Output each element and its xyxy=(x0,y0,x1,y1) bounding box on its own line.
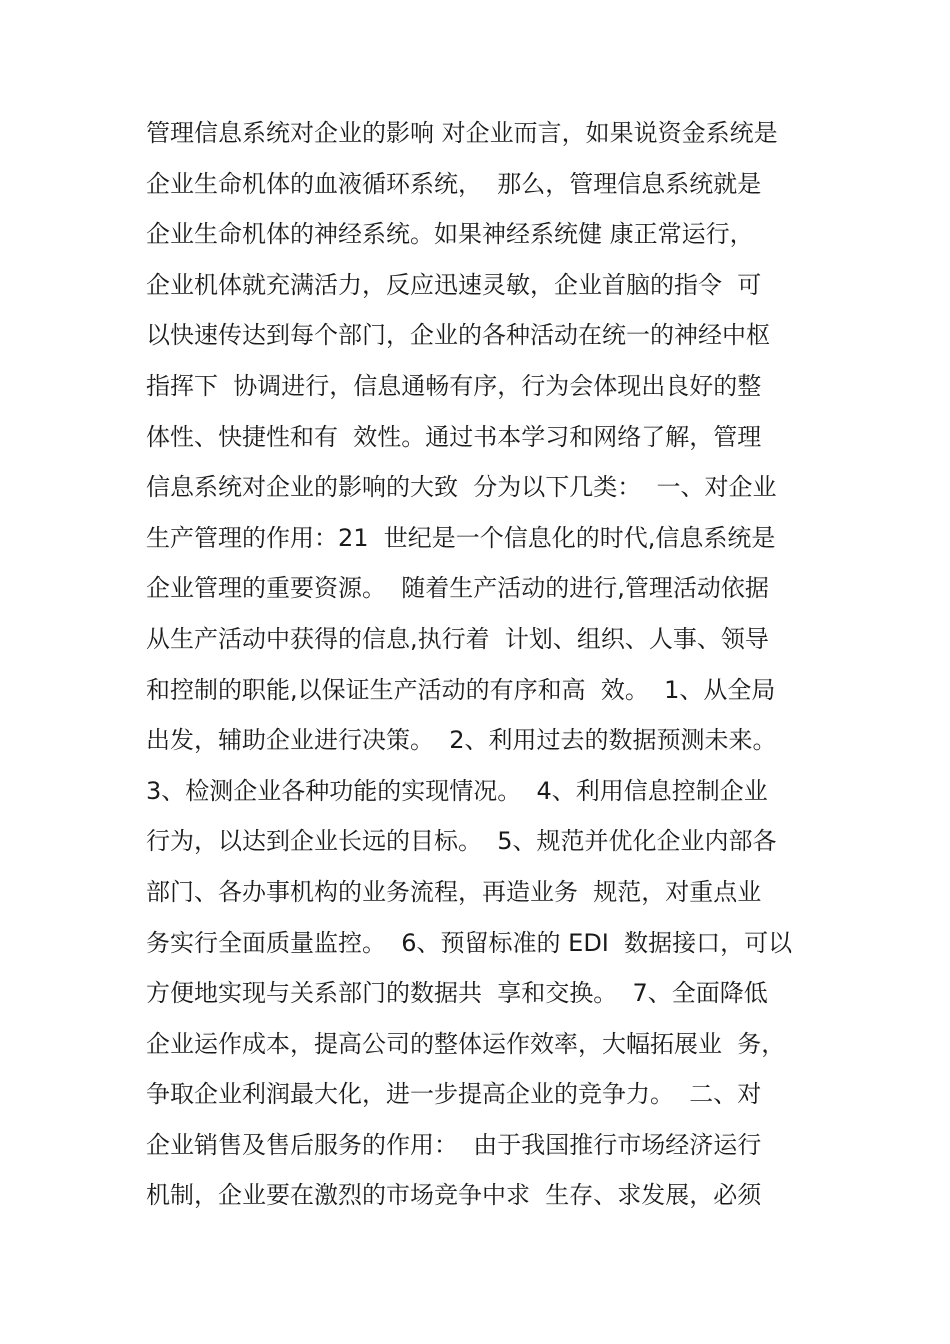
text-line-12: 和控制的职能,以保证生产活动的有序和高 效。 1、从全局 xyxy=(146,675,776,704)
text-line-10: 企业管理的重要资源。 随着生产活动的进行,管理活动依据 xyxy=(146,574,769,603)
text-line-18: 方便地实现与关系部门的数据共 享和交换。 7、全面降低 xyxy=(146,979,768,1008)
text-line-19: 企业运作成本，提高公司的整体运作效率，大幅拓展业 务， xyxy=(146,1029,786,1058)
text-line-14: 3、检测企业各种功能的实现情况。 4、利用信息控制企业 xyxy=(146,776,768,805)
text-line-7: 体性、快捷性和有 效性。通过书本学习和网络了解，管理 xyxy=(146,422,762,451)
text-line-4: 企业机体就充满活力，反应迅速灵敏，企业首脑的指令 可 xyxy=(146,270,762,299)
text-line-21: 企业销售及售后服务的作用： 由于我国推行市场经济运行 xyxy=(146,1130,762,1159)
text-line-6: 指挥下 协调进行，信息通畅有序，行为会体现出良好的整 xyxy=(146,371,762,400)
text-line-17: 务实行全面质量监控。 6、预留标准的 EDI 数据接口，可以 xyxy=(146,928,793,957)
text-line-1: 管理信息系统对企业的影响 对企业而言，如果说资金系统是 xyxy=(146,119,778,147)
text-line-13: 出发，辅助企业进行决策。 2、利用过去的数据预测未来。 xyxy=(146,726,777,755)
text-line-16: 部门、各办事机构的业务流程，再造业务 规范，对重点业 xyxy=(146,877,762,906)
text-line-15: 行为，以达到企业长远的目标。 5、规范并优化企业内部各 xyxy=(146,827,777,856)
text-line-8: 信息系统对企业的影响的大致 分为以下几类： 一、对企业 xyxy=(146,473,777,502)
text-line-20: 争取企业利润最大化，进一步提高企业的竞争力。 二、对 xyxy=(146,1080,762,1109)
text-line-22: 机制，企业要在激烈的市场竞争中求 生存、求发展，必须 xyxy=(146,1181,762,1210)
text-line-11: 从生产活动中获得的信息,执行着 计划、组织、人事、领导 xyxy=(146,624,769,653)
body-text xyxy=(146,108,816,1221)
text-line-2: 企业生命机体的血液循环系统， 那么，管理信息系统就是 xyxy=(146,169,762,198)
text-line-5: 以快速传达到每个部门，企业的各种活动在统一的神经中枢 xyxy=(146,321,770,350)
text-line-9: 生产管理的作用：21 世纪是一个信息化的时代,信息系统是 xyxy=(146,523,776,552)
text-line-3: 企业生命机体的神经系统。如果神经系统健 康正常运行， xyxy=(146,220,754,249)
